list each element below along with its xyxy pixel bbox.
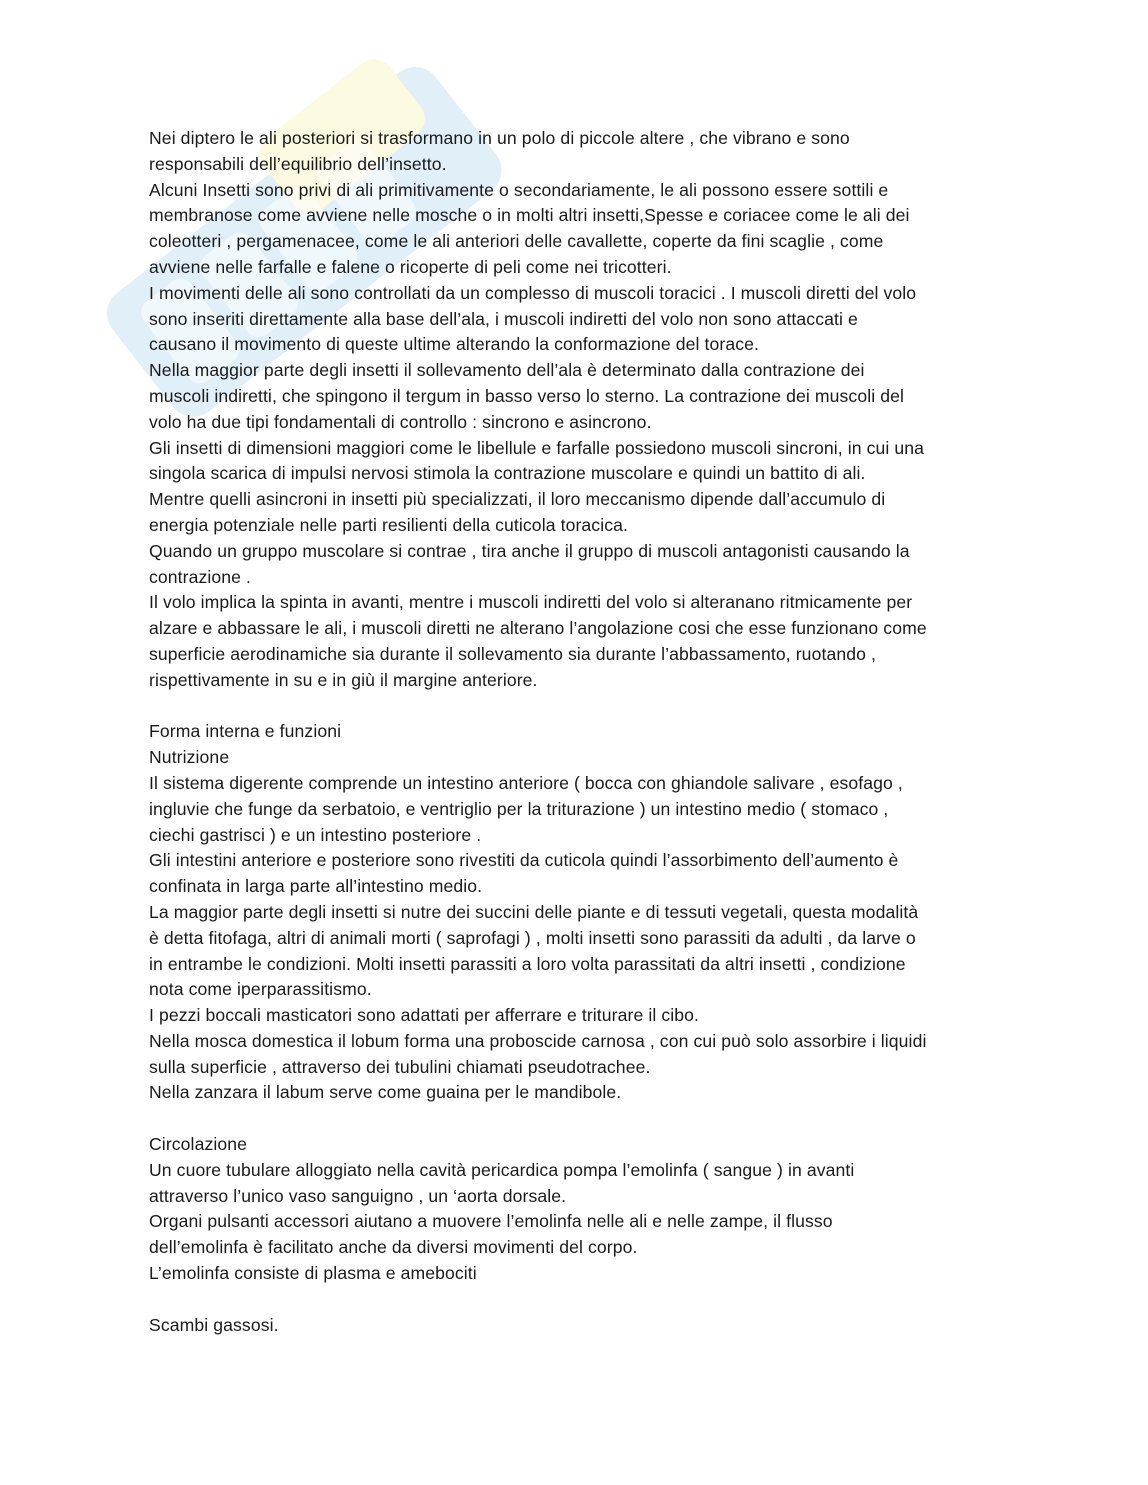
paragraph-spacer — [149, 1287, 1019, 1313]
text-line: membranose come avviene nelle mosche o in molti altri insetti,Spesse e coriacee come le ali dei — [149, 205, 910, 226]
text-line: La maggior parte degli insetti si nutre dei succini delle piante e di tessuti vegetali, questa modalità — [149, 901, 919, 922]
text-line: energia potenziale nelle parti resilienti della cuticola toracica. — [149, 514, 628, 535]
text-line: superficie aerodinamiche sia durante il sollevamento sia durante l’abbassamento, ruotando , — [149, 643, 876, 664]
text-line: volo ha due tipi fondamentali di controllo : sincrono e asincrono. — [149, 411, 652, 432]
text-line: alzare e abbassare le ali, i muscoli diretti ne alterano l’angolazione cosi che esse funzionano come — [149, 618, 927, 639]
text-line: è detta fitofaga, altri di animali morti ( saprofagi ) , molti insetti sono parassiti da adulti , da larve o — [149, 927, 916, 948]
nutrition-heading: Nutrizione — [149, 747, 230, 768]
text-line: Alcuni Insetti sono privi di ali primitivamente o secondariamente, le ali possono essere sottili e — [149, 179, 889, 200]
text-line: ciechi gastrisci ) e un intestino posteriore . — [149, 824, 482, 845]
text-line: Un cuore tubulare alloggiato nella cavità pericardica pompa l’emolinfa ( sangue ) in avanti — [149, 1159, 855, 1180]
text-line: I movimenti delle ali sono controllati da un complesso di muscoli toracici . I muscoli diretti del volo — [149, 282, 917, 303]
document-body — [149, 126, 1019, 1338]
paragraph-circulation — [149, 1158, 1019, 1287]
text-line: attraverso l’unico vaso sanguigno , un ‘aorta dorsale. — [149, 1185, 567, 1206]
paragraph-spacer — [149, 1106, 1019, 1132]
gas-exchange-heading: Scambi gassosi. — [149, 1314, 279, 1335]
text-line: singola scarica di impulsi nervosi stimola la contrazione muscolare e quindi un battito di ali. — [149, 463, 866, 484]
circulation-heading: Circolazione — [149, 1134, 248, 1155]
text-line: dell’emolinfa è facilitato anche da diversi movimenti del corpo. — [149, 1237, 638, 1258]
text-line: Nella maggior parte degli insetti il sollevamento dell’ala è determinato dalla contrazione dei — [149, 360, 865, 381]
text-line: Organi pulsanti accessori aiutano a muovere l’emolinfa nelle ali e nelle zampe, il flusso — [149, 1211, 833, 1232]
text-line: L’emolinfa consiste di plasma e amebociti — [149, 1263, 477, 1284]
text-line: Gli intestini anteriore e posteriore sono rivestiti da cuticola quindi l’assorbimento dell’aumento è — [149, 850, 899, 871]
section-heading: Forma interna e funzioni — [149, 721, 342, 742]
text-line: rispettivamente in su e in giù il margine anteriore. — [149, 669, 538, 690]
text-line: responsabili dell’equilibrio dell’insetto. — [149, 153, 447, 174]
text-line: Nei diptero le ali posteriori si trasformano in un polo di piccole altere , che vibrano e sono — [149, 128, 850, 148]
text-line: Nella zanzara il labum serve come guaina per le mandibole. — [149, 1082, 622, 1103]
paragraph-wings-flight — [149, 126, 1019, 694]
text-line: Nella mosca domestica il lobum forma una proboscide carnosa , con cui può solo assorbire i liquidi — [149, 1030, 927, 1051]
text-line: contrazione . — [149, 566, 252, 587]
text-line: causano il movimento di queste ultime alterando la conformazione del torace. — [149, 334, 760, 355]
text-line: sono inseriti direttamente alla base dell’ala, i muscoli indiretti del volo non sono attaccati e — [149, 308, 858, 329]
text-line: muscoli indiretti, che spingono il tergum in basso verso lo sterno. La contrazione dei muscoli del — [149, 385, 904, 406]
text-line: coleotteri , pergamenacee, come le ali anteriori delle cavallette, coperte da fini scaglie , come — [149, 231, 884, 252]
paragraph-nutrition — [149, 771, 1019, 1106]
text-line: Quando un gruppo muscolare si contrae , tira anche il gruppo di muscoli antagonisti causando la — [149, 540, 910, 561]
text-line: confinata in larga parte all’intestino medio. — [149, 876, 483, 897]
text-line: I pezzi boccali masticatori sono adattati per afferrare e triturare il cibo. — [149, 1005, 699, 1026]
text-line: ingluvie che funge da serbatoio, e ventriglio per la triturazione ) un intestino medio ( stomaco , — [149, 798, 889, 819]
text-line: nota come iperparassitismo. — [149, 979, 372, 1000]
text-line: Il sistema digerente comprende un intestino anteriore ( bocca con ghiandole salivare , esofago , — [149, 772, 903, 793]
text-line: in entrambe le condizioni. Molti insetti parassiti a loro volta parassitati da altri insetti , condizione — [149, 953, 906, 974]
text-line: Mentre quelli asincroni in insetti più specializzati, il loro meccanismo dipende dall’accumulo di — [149, 489, 886, 510]
text-line: avviene nelle farfalle e falene o ricoperte di peli come nei tricotteri. — [149, 256, 672, 277]
text-line: Gli insetti di dimensioni maggiori come le libellule e farfalle possiedono muscoli sincroni, in cui una — [149, 437, 925, 458]
paragraph-spacer — [149, 694, 1019, 720]
text-line: sulla superficie , attraverso dei tubulini chiamati pseudotrachee. — [149, 1056, 651, 1077]
text-line: Il volo implica la spinta in avanti, mentre i muscoli indiretti del volo si alteranano ritmicamente per — [149, 592, 913, 613]
